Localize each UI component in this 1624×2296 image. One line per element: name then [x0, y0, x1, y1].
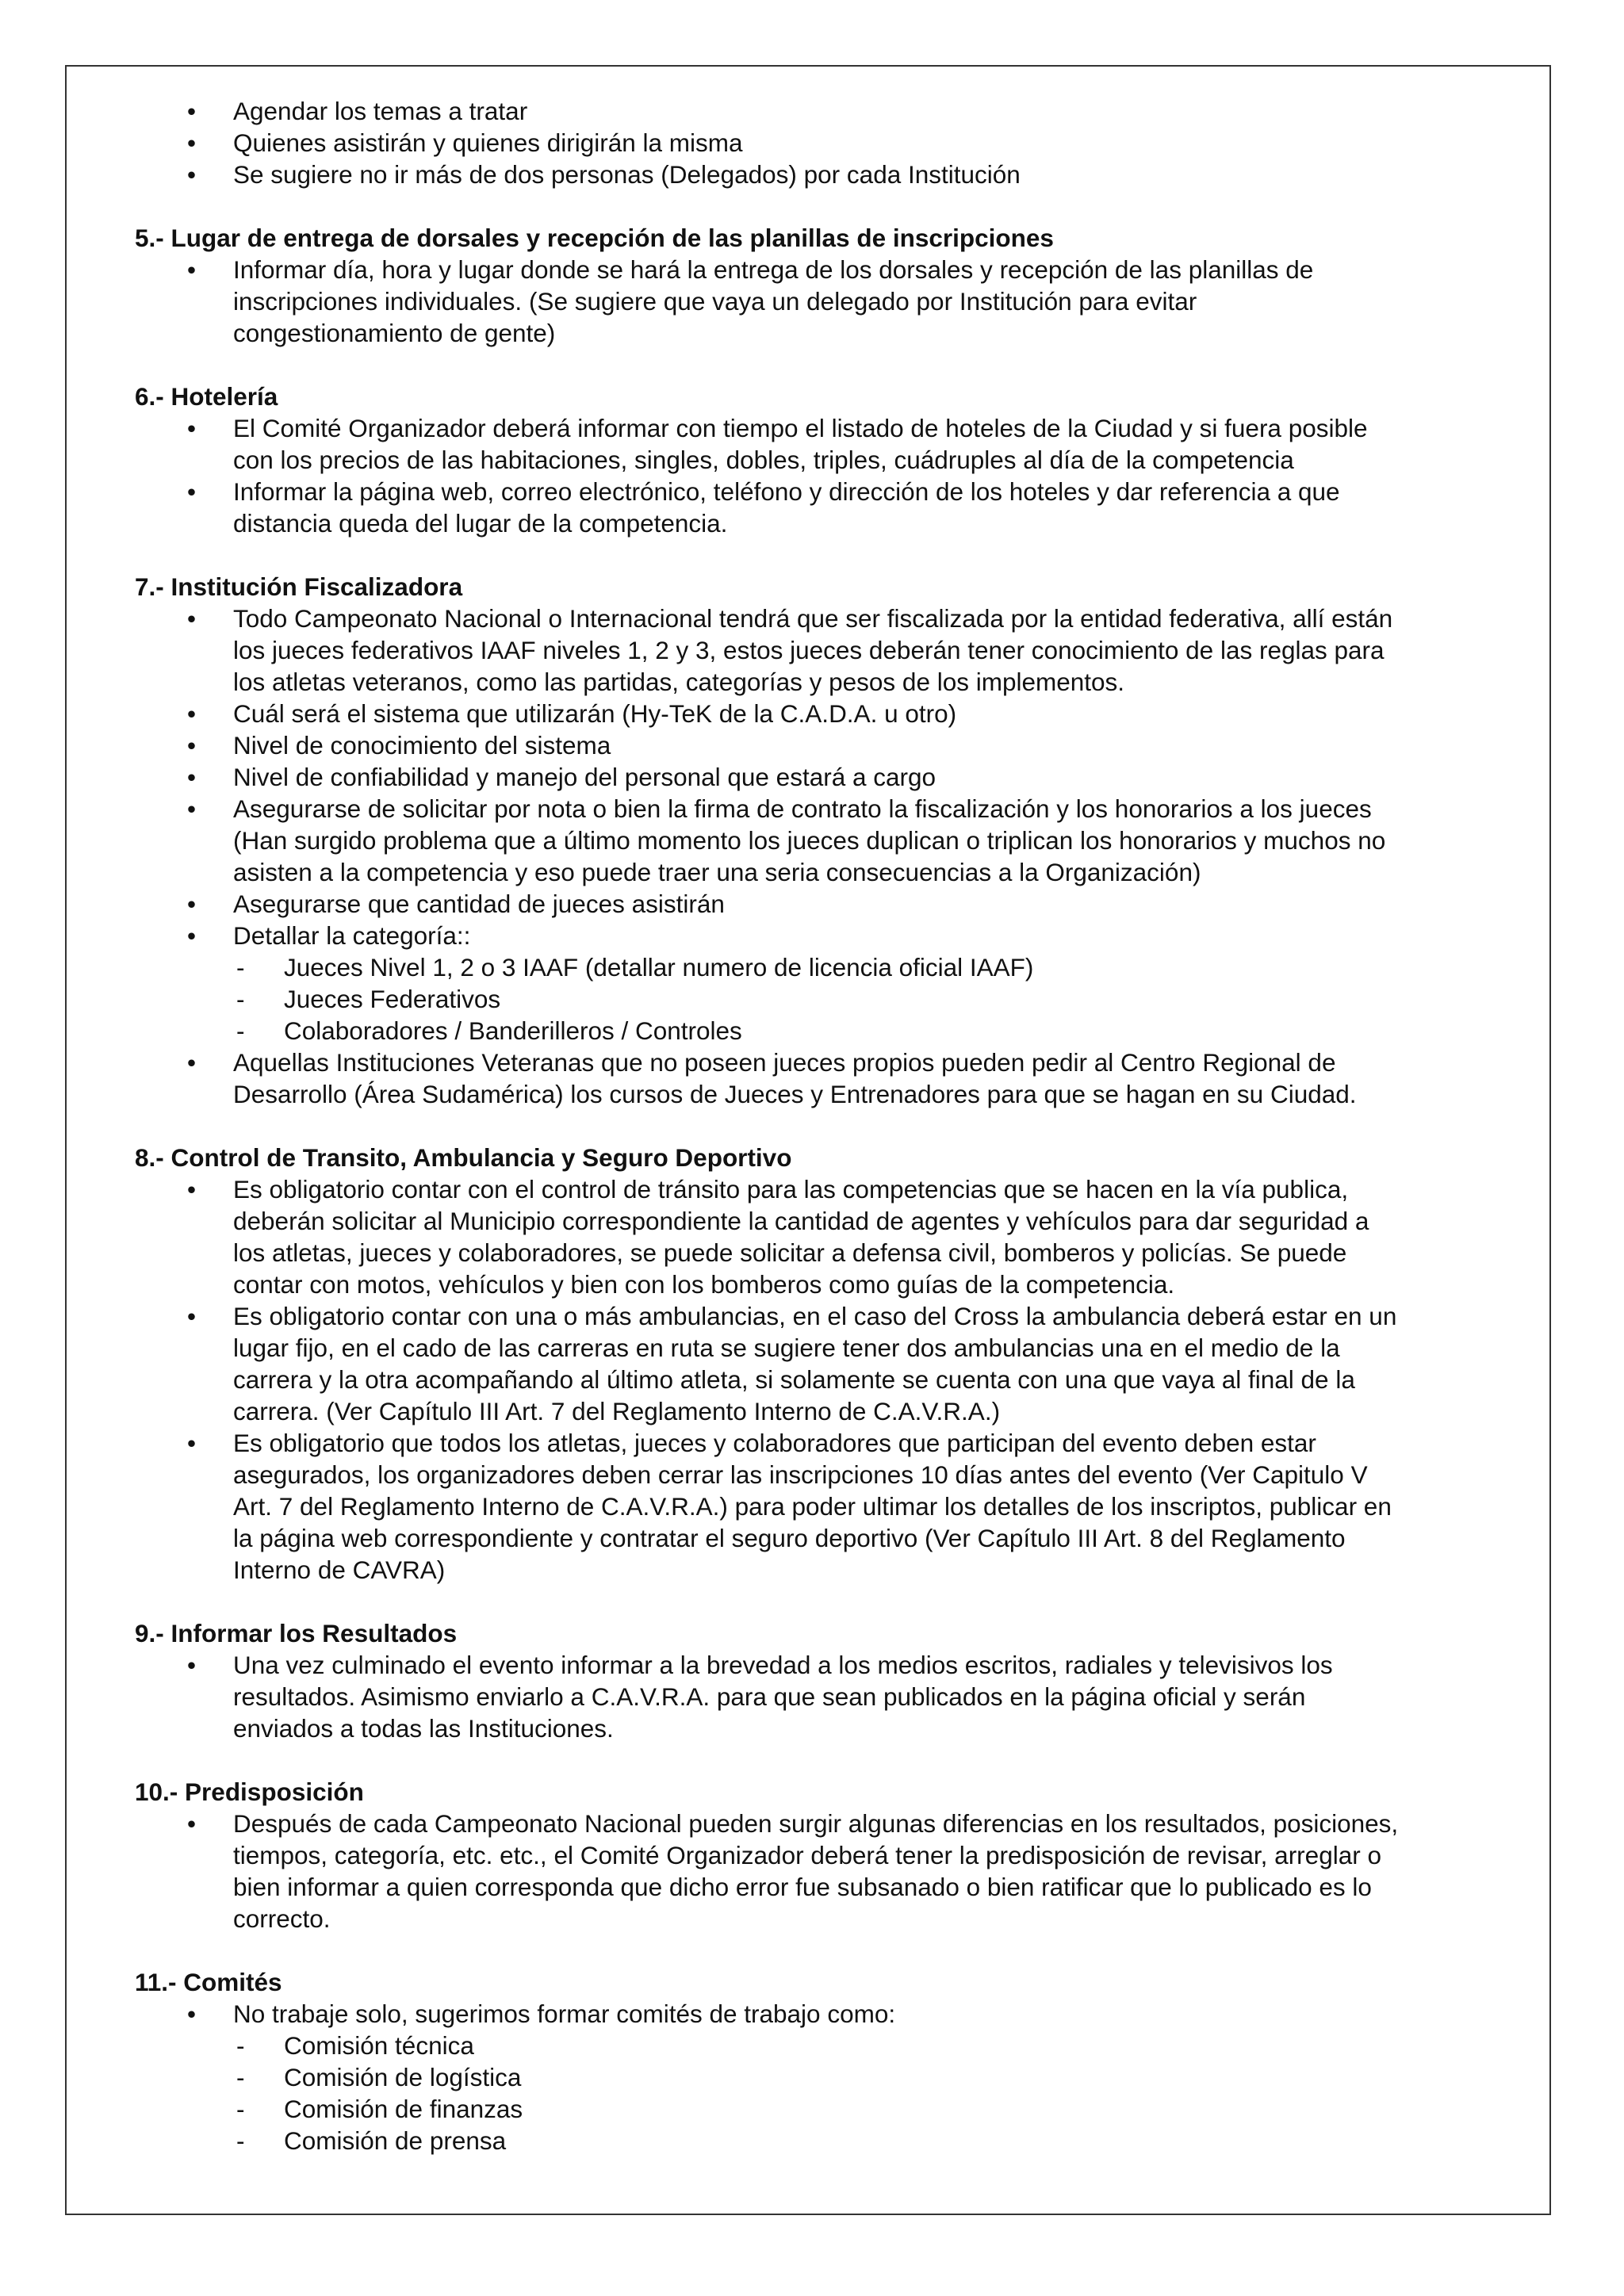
section-heading: 10.- Predisposición [135, 1777, 364, 1806]
section-heading: 9.- Informar los Resultados [135, 1619, 458, 1647]
bullet-icon: • [187, 128, 197, 157]
item-line: Informar la página web, correo electrónico, teléfono y dirección de los hoteles y dar referencia a que [233, 477, 1340, 506]
item-line: Todo Campeonato Nacional o Internacional tendrá que ser fiscalizada por la entidad federativa, allí están [233, 604, 1393, 633]
bullet-icon: • [187, 604, 197, 633]
item-line: Informar día, hora y lugar donde se hará la entrega de los dorsales y recepción de las planillas de [233, 255, 1314, 284]
list-item [135, 1808, 1507, 1934]
item-line: inscripciones individuales. (Se sugiere que vaya un delegado por Institución para evitar [233, 287, 1197, 316]
item-line: Comisión técnica [284, 2031, 474, 2060]
section [135, 222, 1507, 349]
item-line: Asegurarse que cantidad de jueces asistirán [233, 890, 725, 918]
list-item [135, 729, 1507, 761]
list-item [135, 1649, 1507, 1744]
item-line: la página web correspondiente y contratar el seguro deportivo (Ver Capítulo III Art. 8 del Reglamento [233, 1524, 1346, 1552]
bullet-icon: • [187, 921, 197, 950]
section-heading: 8.- Control de Transito, Ambulancia y Seguro Deportivo [135, 1143, 792, 1172]
item-line: congestionamiento de gente) [233, 319, 556, 347]
bullet-icon: • [187, 414, 197, 442]
item-text: Se sugiere no ir más de dos personas (Delegados) por cada Institución [233, 160, 1021, 189]
bullet-icon: • [187, 160, 197, 189]
item-text: Agendar los temas a tratar [233, 97, 528, 125]
item-line: Comisión de prensa [284, 2126, 507, 2155]
item-line: Jueces Federativos [284, 985, 501, 1013]
section [135, 381, 1507, 539]
list-item [135, 1173, 1507, 1300]
bullet-icon: • [187, 1809, 197, 1838]
item-line: enviados a todas las Instituciones. [233, 1714, 614, 1743]
section-heading: 5.- Lugar de entrega de dorsales y recepción de las planillas de inscripciones [135, 224, 1054, 252]
dash-list-item [135, 1015, 1507, 1047]
dash-icon: - [236, 2126, 245, 2155]
dash-icon: - [236, 985, 245, 1013]
list-item [135, 127, 1507, 159]
bullet-icon: • [187, 1175, 197, 1203]
dash-list-item [135, 951, 1507, 983]
item-line: lugar fijo, en el cado de las carreras en ruta se sugiere tener dos ambulancias una en el medio de la [233, 1334, 1340, 1362]
bullet-icon: • [187, 1048, 197, 1077]
document-body [135, 95, 1507, 2156]
item-line: Es obligatorio que todos los atletas, jueces y colaboradores que participan del evento deben estar [233, 1429, 1316, 1457]
bullet-icon: • [187, 731, 197, 760]
list-item [135, 793, 1507, 888]
item-line: Desarrollo (Área Sudamérica) los cursos de Jueces y Entrenadores para que se hagan en su Ciudad. [233, 1080, 1357, 1108]
item-line: Interno de CAVRA) [233, 1556, 446, 1584]
dash-icon: - [236, 953, 245, 982]
list-item [135, 761, 1507, 793]
bullet-icon: • [187, 1302, 197, 1330]
item-line: Una vez culminado el evento informar a la brevedad a los medios escritos, radiales y televisivos los [233, 1651, 1333, 1679]
bullet-icon: • [187, 1999, 197, 2028]
dash-icon: - [236, 2031, 245, 2060]
section-heading: 11.- Comités [135, 1968, 282, 1996]
list-item [135, 412, 1507, 476]
item-line: (Han surgido problema que a último momento los jueces duplican o triplican los honorarios y muchos no [233, 826, 1386, 855]
item-line: Nivel de confiabilidad y manejo del personal que estará a cargo [233, 763, 936, 791]
item-line: Asegurarse de solicitar por nota o bien la firma de contrato la fiscalización y los honorarios a los jueces [233, 794, 1372, 823]
dash-icon: - [236, 2095, 245, 2123]
item-line: contar con motos, vehículos y bien con los bomberos como guías de la competencia. [233, 1270, 1175, 1299]
item-line: bien informar a quien corresponda que dicho error fue subsanado o bien ratificar que lo publicado es lo [233, 1873, 1372, 1901]
item-line: asegurados, los organizadores deben cerrar las inscripciones 10 días antes del evento (Ver Capitulo V [233, 1460, 1368, 1489]
list-item [135, 476, 1507, 539]
bullet-icon: • [187, 97, 197, 125]
item-line: deberán solicitar al Municipio correspondiente la cantidad de agentes y vehículos para dar seguridad a [233, 1207, 1369, 1235]
section [135, 1142, 1507, 1586]
item-line: asisten a la competencia y eso puede traer una seria consecuencias a la Organización) [233, 858, 1201, 886]
list-item [135, 254, 1507, 349]
item-line: distancia queda del lugar de la competencia. [233, 509, 728, 538]
dash-list-item [135, 2061, 1507, 2093]
item-text: Quienes asistirán y quienes dirigirán la misma [233, 128, 743, 157]
item-line: los atletas, jueces y colaboradores, se puede solicitar a defensa civil, bomberos y policías. Se puede [233, 1238, 1347, 1267]
item-line: Detallar la categoría:: [233, 921, 471, 950]
bullet-icon: • [187, 699, 197, 728]
bullet-icon: • [187, 1429, 197, 1457]
item-line: Nivel de conocimiento del sistema [233, 731, 611, 760]
item-line: El Comité Organizador deberá informar con tiempo el listado de hoteles de la Ciudad y si fuera posible [233, 414, 1368, 442]
item-line: Colaboradores / Banderilleros / Controles [284, 1016, 742, 1045]
item-line: Es obligatorio contar con una o más ambulancias, en el caso del Cross la ambulancia deberá estar en un [233, 1302, 1397, 1330]
item-line: los atletas veteranos, como las partidas, categorías y pesos de los implementos. [233, 668, 1125, 696]
item-line: tiempos, categoría, etc. etc., el Comité Organizador deberá tener la predisposición de revisar, arreglar o [233, 1841, 1381, 1869]
item-line: Aquellas Instituciones Veteranas que no poseen jueces propios pueden pedir al Centro Regional de [233, 1048, 1336, 1077]
item-line: Es obligatorio contar con el control de tránsito para las competencias que se hacen en la vía publica, [233, 1175, 1349, 1203]
section [135, 571, 1507, 1110]
list-item [135, 159, 1507, 190]
item-line: correcto. [233, 1904, 331, 1933]
dash-icon: - [236, 2063, 245, 2091]
item-line: Cuál será el sistema que utilizarán (Hy-TeK de la C.A.D.A. u otro) [233, 699, 957, 728]
item-line: Comisión de logística [284, 2063, 522, 2091]
list-item [135, 603, 1507, 698]
list-item [135, 920, 1507, 951]
item-line: resultados. Asimismo enviarlo a C.A.V.R.A. para que sean publicados en la página oficial y serán [233, 1682, 1306, 1711]
section [135, 1966, 1507, 2156]
section [135, 1617, 1507, 1744]
item-line: carrera. (Ver Capítulo III Art. 7 del Reglamento Interno de C.A.V.R.A.) [233, 1397, 1001, 1425]
bullet-icon: • [187, 794, 197, 823]
list-item [135, 1300, 1507, 1427]
list-item [135, 1047, 1507, 1110]
item-line: No trabaje solo, sugerimos formar comités de trabajo como: [233, 1999, 896, 2028]
bullet-icon: • [187, 477, 197, 506]
item-line: carrera y la otra acompañando al último atleta, si solamente se cuenta con una que vaya al final de la [233, 1365, 1355, 1394]
item-line: con los precios de las habitaciones, singles, dobles, triples, cuádruples al día de la competencia [233, 446, 1294, 474]
section-heading: 6.- Hotelería [135, 382, 278, 411]
section [135, 1776, 1507, 1934]
bullet-icon: • [187, 763, 197, 791]
dash-list-item [135, 2125, 1507, 2156]
list-item [135, 698, 1507, 729]
list-item [135, 1998, 1507, 2030]
dash-list-item [135, 2030, 1507, 2061]
list-item [135, 888, 1507, 920]
intro-bullet-list [135, 95, 1507, 190]
item-line: los jueces federativos IAAF niveles 1, 2 y 3, estos jueces deberán tener conocimiento de las reglas para [233, 636, 1385, 664]
dash-list-item [135, 2093, 1507, 2125]
list-item [135, 95, 1507, 127]
bullet-icon: • [187, 255, 197, 284]
dash-icon: - [236, 1016, 245, 1045]
list-item [135, 1427, 1507, 1586]
item-line: Después de cada Campeonato Nacional pueden surgir algunas diferencias en los resultados, posiciones, [233, 1809, 1399, 1838]
item-line: Art. 7 del Reglamento Interno de C.A.V.R.A.) para poder ultimar los detalles de los inscriptos, publicar en [233, 1492, 1392, 1521]
item-line: Jueces Nivel 1, 2 o 3 IAAF (detallar numero de licencia oficial IAAF) [284, 953, 1034, 982]
item-line: Comisión de finanzas [284, 2095, 523, 2123]
dash-list-item [135, 983, 1507, 1015]
bullet-icon: • [187, 1651, 197, 1679]
section-heading: 7.- Institución Fiscalizadora [135, 572, 463, 601]
sections-container [135, 222, 1507, 2156]
bullet-icon: • [187, 890, 197, 918]
